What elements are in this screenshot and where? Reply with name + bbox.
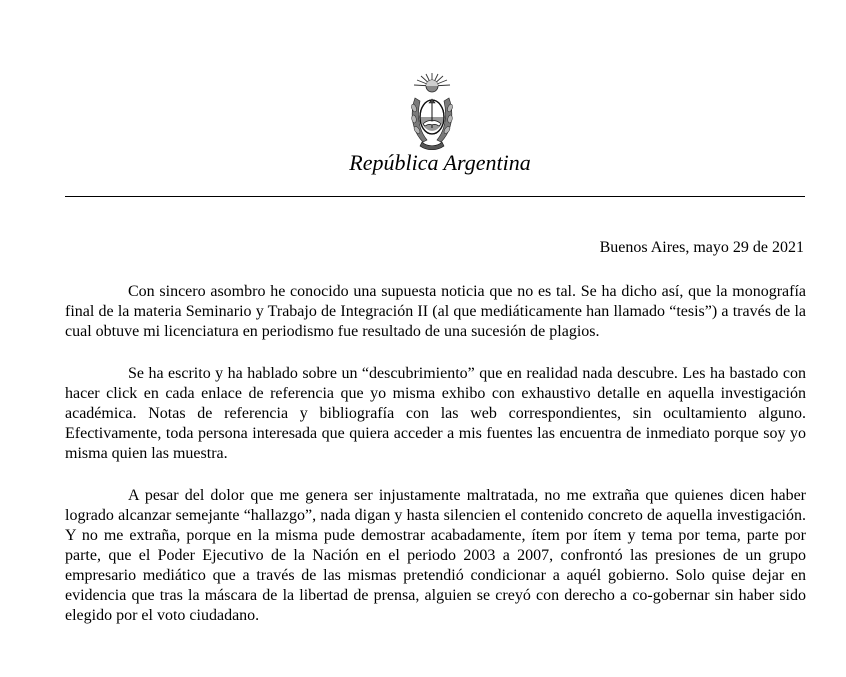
letter-body [65, 282, 806, 626]
body-paragraph: Con sincero asombro he conocido una supuesta noticia que no es tal. Se ha dicho así, que la monografía final de la materia Seminario y Trabajo de Integración II (al que mediáticamente han llamado “tesis”) a través de la cual obtuve mi licenciatura en periodismo fue resultado de una sucesión de plagios. [65, 283, 806, 340]
body-paragraph: A pesar del dolor que me genera ser injustamente maltratada, no me extraña que quienes dicen haber logrado alcanzar semejante “hallazgo”, nada digan y hasta silencien el contenido concreto de aquella investigación. Y no me extraña, porque en la misma pude demostrar acabadamente, ítem por ítem y tema por tema, parte por parte, que el Poder Ejecutivo de la Nación en el periodo 2003 a 2007, confrontó las presiones de un grupo empresario mediático que a través de las mismas pretendió condicionar a aquél gobierno. Solo quise dejar en evidencia que tras la máscara de la libertad de prensa, alguien se creyó con derecho a co-gobernar sin haber sido elegido por el voto ciudadano. [65, 487, 806, 624]
letterhead-issuer: República Argentina [349, 150, 531, 175]
republica-argentina-wordmark [300, 142, 580, 182]
body-paragraph: Se ha escrito y ha hablado sobre un “descubrimiento” que en realidad nada descubre. Les ha bastado con hacer click en cada enlace de referencia que yo misma exhibo con exhaustivo detalle en aquella investigación académica. Notas de referencia y bibliografía con las web correspondientes, sin ocultamiento alguno. Efectivamente, toda persona interesada que quiera acceder a mis fuentes las encuentra de inmediato porque soy yo misma quien las muestra. [65, 365, 806, 462]
letterhead-divider [65, 196, 805, 197]
dateline: Buenos Aires, mayo 29 de 2021 [599, 239, 804, 256]
letterhead [0, 0, 846, 196]
